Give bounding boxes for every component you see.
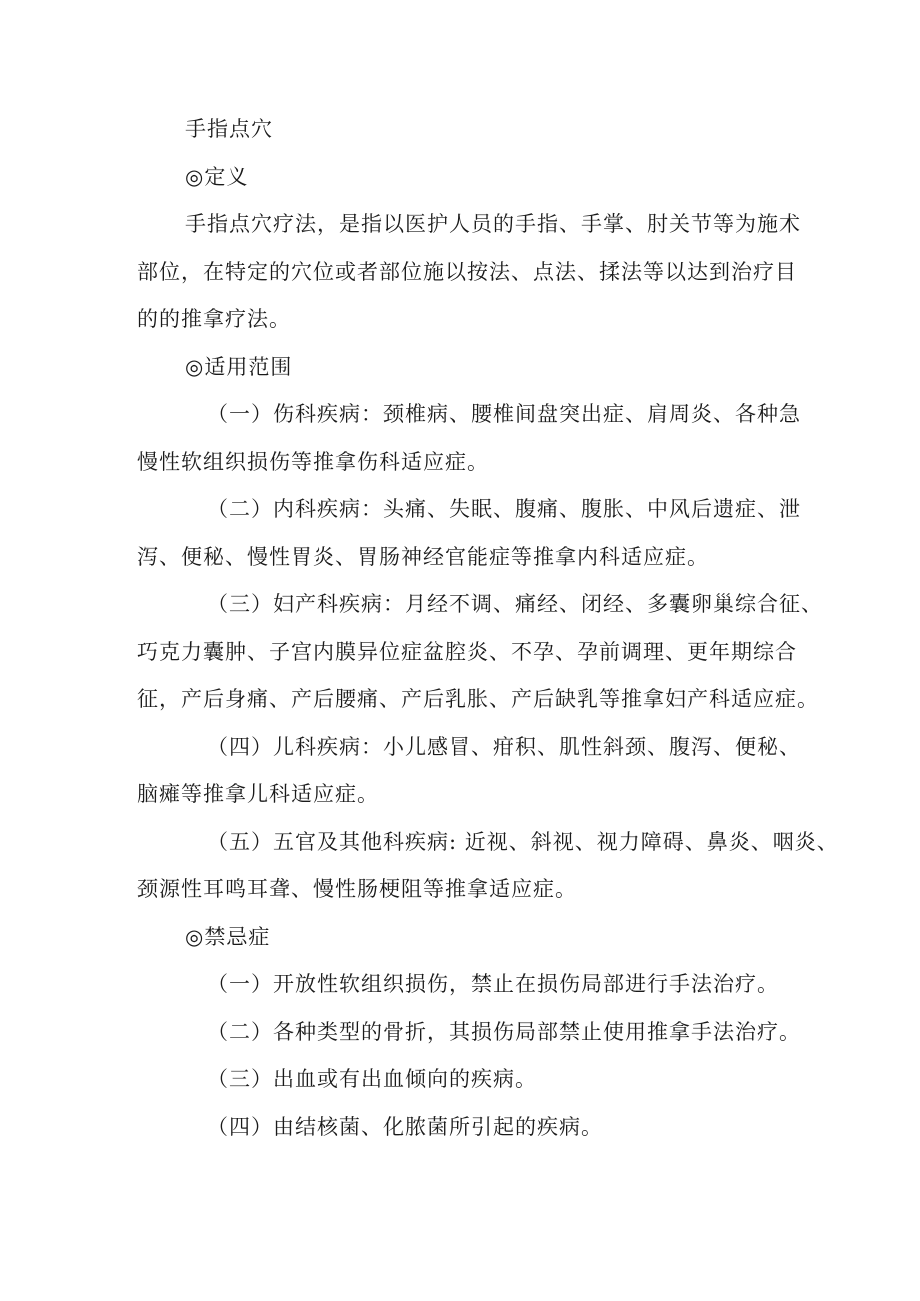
scope-line: 慢性软组织损伤等推拿伤科适应症。 <box>137 449 489 474</box>
scope-item-1 <box>137 391 801 486</box>
definition-line: 部位，在特定的穴位或者部位施以按法、点法、揉法等以达到治疗目 <box>137 259 797 284</box>
scope-line: 脑瘫等推拿儿科适应症。 <box>137 782 379 806</box>
scope-line: （四）儿科疾病：小儿感冒、疳积、肌性斜颈、腹泻、便秘、 <box>207 734 801 759</box>
scope-line: 泻、便秘、慢性胃炎、胃肠神经官能症等推拿内科适应症。 <box>137 544 709 569</box>
scope-line: （五）五官及其他科疾病: 近视、斜视、视力障碍、鼻炎、咽炎、 <box>207 829 839 854</box>
scope-line: （二）内科疾病：头痛、失眠、腹痛、腹胀、中风后遗症、泄 <box>207 497 801 521</box>
definition-line: 的的推拿疗法。 <box>137 307 291 331</box>
scope-line: （三）妇产科疾病：月经不调、痛经、闭经、多囊卵巢综合征、 <box>207 592 823 616</box>
contraindication-item: （一）开放性软组织损伤，禁止在损伤局部进行手法治疗。 <box>207 972 779 996</box>
contraindication-item: （四）由结核菌、化脓菌所引起的疾病。 <box>207 1114 603 1139</box>
contraindication-item: （二）各种类型的骨折，其损伤局部禁止使用推拿手法治疗。 <box>207 1019 801 1044</box>
scope-line: （一）伤科疾病：颈椎病、腰椎间盘突出症、肩周炎、各种急 <box>207 402 801 426</box>
contraindication-item: （三）出血或有出血倾向的疾病。 <box>207 1067 537 1091</box>
scope-heading: ◎适用范围 <box>185 354 293 379</box>
scope-item-5 <box>137 819 839 914</box>
scope-line: 巧克力囊肿、子宫内膜异位症盆腔炎、不孕、孕前调理、更年期综合 <box>137 639 797 664</box>
definition-heading: ◎定义 <box>185 164 249 189</box>
scope-item-2 <box>137 486 801 581</box>
section-title: 手指点穴 <box>185 117 273 141</box>
scope-item-4 <box>137 724 801 819</box>
document-body <box>137 106 839 1151</box>
scope-line: 颈源性耳鸣耳聋、慢性肠梗阻等推拿适应症。 <box>137 877 577 901</box>
definition-line: 手指点穴疗法，是指以医护人员的手指、手掌、肘关节等为施术 <box>185 212 801 236</box>
definition-paragraph <box>137 201 801 344</box>
contraindications-heading: ◎禁忌症 <box>185 924 271 949</box>
scope-item-3 <box>137 581 823 724</box>
scope-line: 征，产后身痛、产后腰痛、产后乳胀、产后缺乳等推拿妇产科适应症。 <box>137 687 819 711</box>
